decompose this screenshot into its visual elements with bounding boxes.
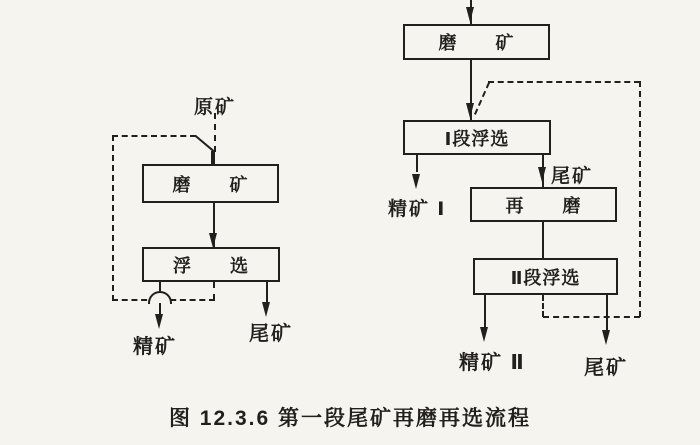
recycle-dashed-line-bottom-right bbox=[543, 316, 640, 318]
stage1-flotation-box-label: Ⅰ段浮选 bbox=[444, 128, 510, 149]
stage1-tailings-arrowhead bbox=[538, 167, 546, 182]
raw-ore-label: 原矿 bbox=[194, 97, 237, 118]
grinding-box-left bbox=[142, 164, 279, 203]
tailings-mid-label: 尾矿 bbox=[551, 166, 594, 187]
concentrate-label: 精矿 bbox=[133, 336, 177, 358]
recycle-dashed-line-top-right bbox=[488, 81, 640, 83]
regrind-to-stage2-line bbox=[542, 222, 544, 258]
grinding-box-right-label: 磨 矿 bbox=[438, 33, 515, 53]
regrind-box-label: 再 磨 bbox=[505, 195, 582, 216]
concentrate2-line bbox=[484, 295, 486, 328]
stage2-return-dashed-stub bbox=[542, 295, 544, 317]
raw-ore-feed-dashed-line bbox=[214, 113, 216, 152]
recycle-dashed-line-left bbox=[112, 135, 114, 301]
grinding-to-stage1-arrowhead bbox=[466, 103, 474, 118]
grinding-box-left-label: 磨 矿 bbox=[172, 174, 249, 195]
grinding-to-flotation-arrowhead bbox=[209, 233, 217, 248]
recycle-merge-diagonal-line bbox=[195, 135, 215, 152]
feed-arrowhead-right-chart bbox=[466, 7, 474, 22]
flotation-box-left-label: 浮 选 bbox=[173, 255, 249, 276]
recycle-dashed-stub-from-flotation bbox=[213, 282, 215, 300]
concentrate2-label: 精矿 Ⅱ bbox=[459, 352, 526, 374]
concentrate1-arrowhead bbox=[412, 174, 420, 189]
concentrate1-line bbox=[416, 155, 418, 172]
tailings-arrowhead-left-chart bbox=[262, 302, 270, 317]
stage1-flotation-box bbox=[403, 120, 551, 155]
flotation-box-left bbox=[142, 247, 280, 282]
stage2-flotation-box-label: Ⅱ段浮选 bbox=[510, 267, 581, 288]
regrind-box bbox=[470, 187, 617, 222]
stage2-flotation-box bbox=[473, 258, 618, 295]
recycle-merge-diagonal-dashed-line bbox=[474, 82, 490, 115]
tailings-line-left-chart bbox=[266, 282, 268, 303]
tailings-label-left-chart: 尾矿 bbox=[249, 323, 293, 345]
grinding-box-right bbox=[403, 24, 550, 60]
tailings-final-label: 尾矿 bbox=[584, 357, 628, 379]
concentrate1-label: 精矿 Ⅰ bbox=[388, 199, 447, 220]
tailings-final-line bbox=[606, 295, 608, 331]
figure-caption: 图 12.3.6 第一段尾矿再磨再选流程 bbox=[168, 407, 532, 430]
concentrate-arrowhead bbox=[155, 314, 163, 329]
recycle-dashed-line-right bbox=[639, 81, 641, 317]
recycle-dashed-line-top bbox=[112, 135, 196, 137]
tailings-final-arrowhead bbox=[602, 330, 610, 345]
concentrate2-arrowhead bbox=[480, 327, 488, 342]
